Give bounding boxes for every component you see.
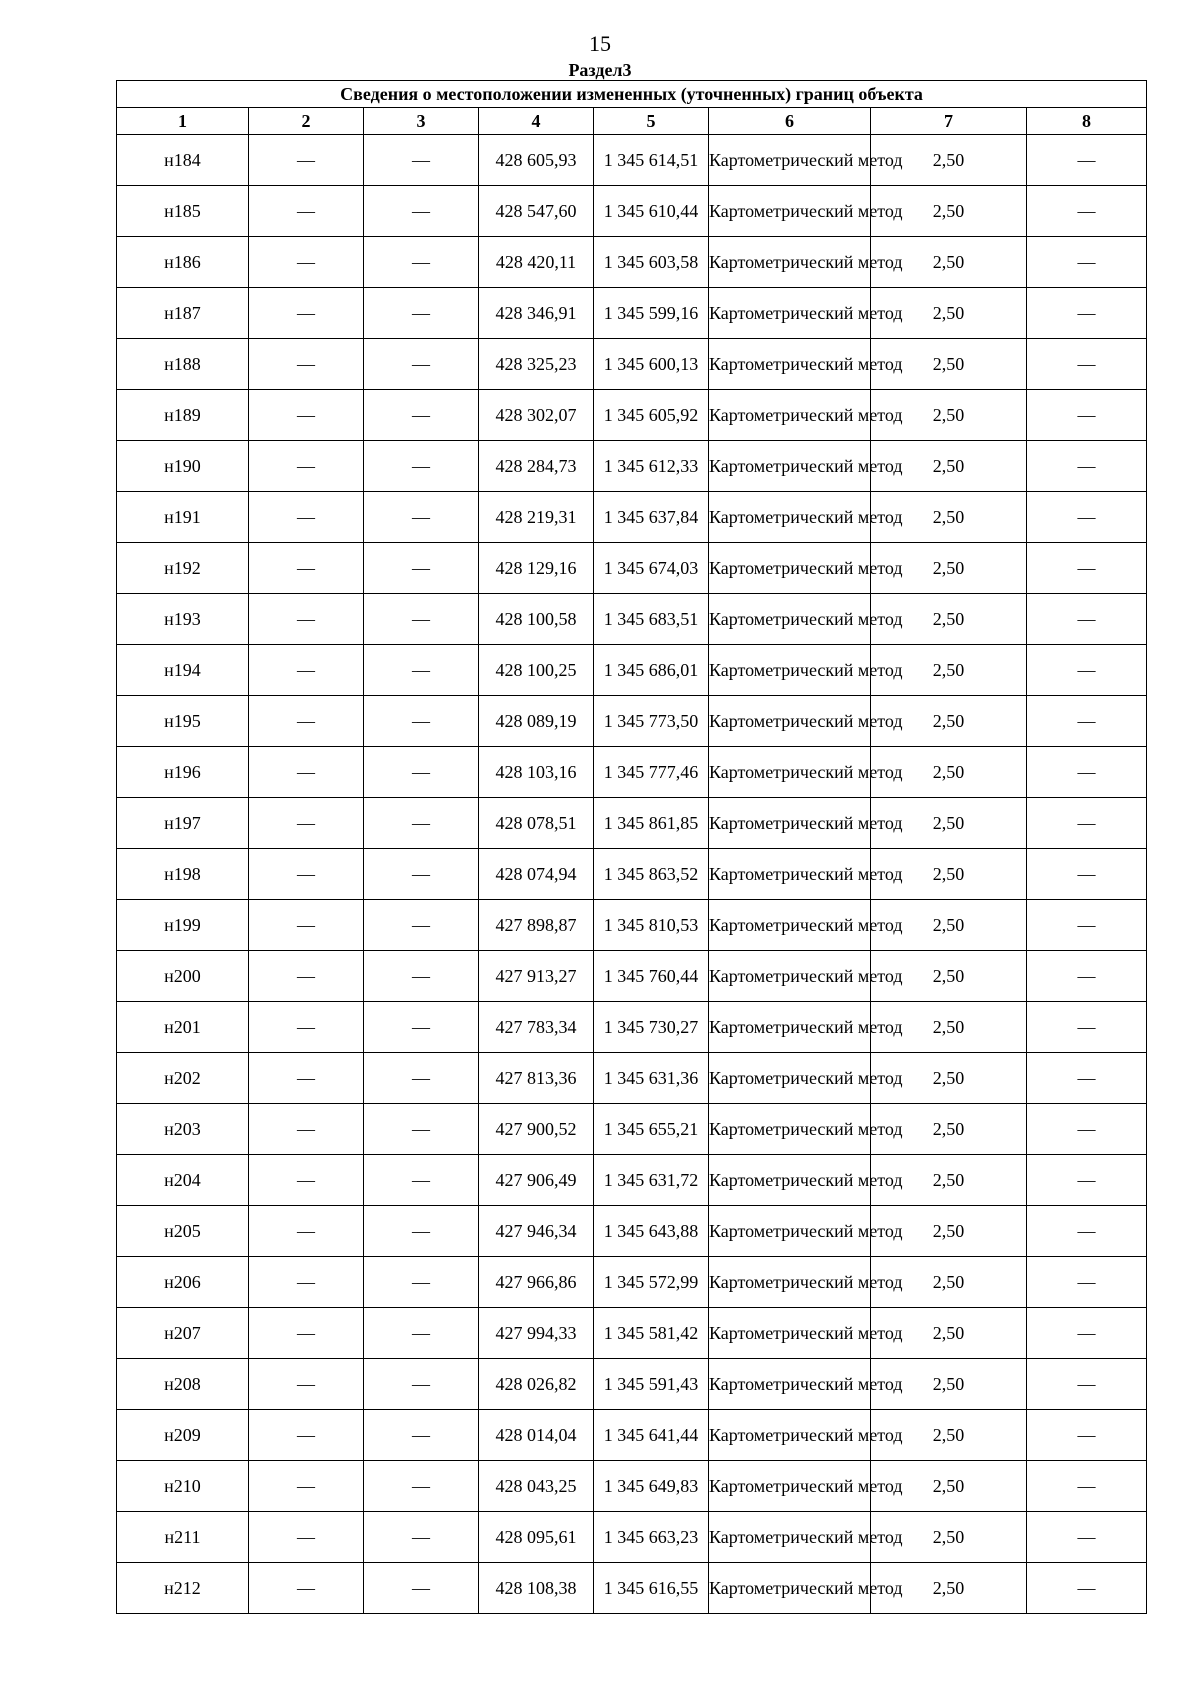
cell-precision: 2,50 (871, 951, 1027, 1002)
cell-col-3: — (364, 186, 479, 237)
cell-col-8: — (1027, 1512, 1147, 1563)
cell-precision: 2,50 (871, 1512, 1027, 1563)
column-header-3: 3 (364, 108, 479, 135)
cell-coord-x: 427 900,52 (479, 1104, 594, 1155)
cell-col-8: — (1027, 1053, 1147, 1104)
cell-point-id: н203 (117, 1104, 249, 1155)
cell-precision: 2,50 (871, 696, 1027, 747)
cell-col-2: — (249, 594, 364, 645)
cell-col-8: — (1027, 951, 1147, 1002)
cell-method: Картометрический метод (709, 1308, 871, 1359)
cell-coord-x: 428 547,60 (479, 186, 594, 237)
cell-col-8: — (1027, 543, 1147, 594)
table-row (117, 798, 1147, 849)
cell-method: Картометрический метод (709, 186, 871, 237)
cell-coord-y: 1 345 683,51 (594, 594, 709, 645)
table-row (117, 135, 1147, 186)
cell-col-8: — (1027, 1257, 1147, 1308)
cell-precision: 2,50 (871, 339, 1027, 390)
boundary-coordinates-table (116, 80, 1147, 1614)
cell-method: Картометрический метод (709, 135, 871, 186)
cell-coord-y: 1 345 631,72 (594, 1155, 709, 1206)
cell-col-2: — (249, 441, 364, 492)
cell-col-8: — (1027, 288, 1147, 339)
cell-point-id: н196 (117, 747, 249, 798)
cell-col-2: — (249, 237, 364, 288)
cell-coord-y: 1 345 616,55 (594, 1563, 709, 1614)
table-row (117, 1257, 1147, 1308)
cell-point-id: н199 (117, 900, 249, 951)
cell-col-8: — (1027, 594, 1147, 645)
cell-point-id: н188 (117, 339, 249, 390)
cell-point-id: н189 (117, 390, 249, 441)
cell-method: Картометрический метод (709, 1359, 871, 1410)
cell-method: Картометрический метод (709, 1512, 871, 1563)
cell-coord-y: 1 345 861,85 (594, 798, 709, 849)
column-header-2: 2 (249, 108, 364, 135)
cell-coord-y: 1 345 612,33 (594, 441, 709, 492)
cell-method: Картометрический метод (709, 1053, 871, 1104)
cell-precision: 2,50 (871, 135, 1027, 186)
cell-col-8: — (1027, 237, 1147, 288)
page-number: 15 (589, 31, 611, 56)
cell-coord-y: 1 345 773,50 (594, 696, 709, 747)
cell-point-id: н201 (117, 1002, 249, 1053)
cell-col-3: — (364, 237, 479, 288)
column-header-1: 1 (117, 108, 249, 135)
cell-precision: 2,50 (871, 492, 1027, 543)
cell-col-3: — (364, 543, 479, 594)
cell-col-3: — (364, 696, 479, 747)
cell-point-id: н198 (117, 849, 249, 900)
cell-coord-x: 427 906,49 (479, 1155, 594, 1206)
table-row (117, 1002, 1147, 1053)
cell-precision: 2,50 (871, 1155, 1027, 1206)
cell-col-2: — (249, 798, 364, 849)
section-title: Раздел3 (568, 60, 632, 80)
cell-precision: 2,50 (871, 798, 1027, 849)
cell-precision: 2,50 (871, 288, 1027, 339)
cell-method: Картометрический метод (709, 492, 871, 543)
cell-col-3: — (364, 1104, 479, 1155)
cell-col-2: — (249, 186, 364, 237)
cell-precision: 2,50 (871, 1461, 1027, 1512)
cell-point-id: н195 (117, 696, 249, 747)
cell-col-2: — (249, 747, 364, 798)
cell-point-id: н186 (117, 237, 249, 288)
cell-method: Картометрический метод (709, 594, 871, 645)
cell-method: Картометрический метод (709, 1461, 871, 1512)
cell-coord-y: 1 345 655,21 (594, 1104, 709, 1155)
cell-col-3: — (364, 900, 479, 951)
column-header-6: 6 (709, 108, 871, 135)
cell-col-3: — (364, 1461, 479, 1512)
cell-coord-x: 427 813,36 (479, 1053, 594, 1104)
cell-method: Картометрический метод (709, 1410, 871, 1461)
cell-precision: 2,50 (871, 1104, 1027, 1155)
cell-method: Картометрический метод (709, 390, 871, 441)
cell-col-3: — (364, 390, 479, 441)
cell-point-id: н209 (117, 1410, 249, 1461)
cell-col-3: — (364, 645, 479, 696)
cell-coord-y: 1 345 631,36 (594, 1053, 709, 1104)
table-row (117, 288, 1147, 339)
cell-method: Картометрический метод (709, 288, 871, 339)
cell-point-id: н208 (117, 1359, 249, 1410)
cell-coord-x: 428 043,25 (479, 1461, 594, 1512)
cell-col-2: — (249, 1410, 364, 1461)
cell-method: Картометрический метод (709, 1155, 871, 1206)
cell-coord-y: 1 345 760,44 (594, 951, 709, 1002)
cell-coord-y: 1 345 591,43 (594, 1359, 709, 1410)
cell-precision: 2,50 (871, 900, 1027, 951)
table-row (117, 1359, 1147, 1410)
cell-col-3: — (364, 747, 479, 798)
cell-method: Картометрический метод (709, 441, 871, 492)
cell-col-8: — (1027, 390, 1147, 441)
cell-coord-y: 1 345 674,03 (594, 543, 709, 594)
cell-coord-x: 428 014,04 (479, 1410, 594, 1461)
cell-col-8: — (1027, 849, 1147, 900)
table-row (117, 492, 1147, 543)
cell-method: Картометрический метод (709, 747, 871, 798)
cell-col-2: — (249, 849, 364, 900)
cell-point-id: н193 (117, 594, 249, 645)
cell-precision: 2,50 (871, 390, 1027, 441)
table-row (117, 1410, 1147, 1461)
cell-coord-x: 428 325,23 (479, 339, 594, 390)
cell-col-2: — (249, 645, 364, 696)
cell-col-3: — (364, 1359, 479, 1410)
cell-precision: 2,50 (871, 1053, 1027, 1104)
cell-coord-x: 428 129,16 (479, 543, 594, 594)
cell-coord-x: 428 346,91 (479, 288, 594, 339)
cell-col-8: — (1027, 1308, 1147, 1359)
cell-coord-y: 1 345 863,52 (594, 849, 709, 900)
table-row (117, 1563, 1147, 1614)
cell-col-8: — (1027, 186, 1147, 237)
cell-col-3: — (364, 1563, 479, 1614)
cell-point-id: н206 (117, 1257, 249, 1308)
table-row (117, 951, 1147, 1002)
cell-coord-x: 427 898,87 (479, 900, 594, 951)
cell-col-2: — (249, 1257, 364, 1308)
column-header-8: 8 (1027, 108, 1147, 135)
cell-method: Картометрический метод (709, 798, 871, 849)
cell-coord-x: 428 103,16 (479, 747, 594, 798)
cell-col-3: — (364, 1410, 479, 1461)
cell-point-id: н202 (117, 1053, 249, 1104)
cell-col-8: — (1027, 441, 1147, 492)
cell-method: Картометрический метод (709, 1563, 871, 1614)
cell-method: Картометрический метод (709, 237, 871, 288)
column-header-4: 4 (479, 108, 594, 135)
table-row (117, 1155, 1147, 1206)
table-row (117, 696, 1147, 747)
table-row (117, 1512, 1147, 1563)
cell-method: Картометрический метод (709, 849, 871, 900)
cell-point-id: н191 (117, 492, 249, 543)
cell-col-2: — (249, 390, 364, 441)
cell-method: Картометрический метод (709, 1104, 871, 1155)
cell-coord-y: 1 345 614,51 (594, 135, 709, 186)
cell-precision: 2,50 (871, 1257, 1027, 1308)
cell-col-8: — (1027, 1461, 1147, 1512)
cell-method: Картометрический метод (709, 543, 871, 594)
cell-coord-y: 1 345 637,84 (594, 492, 709, 543)
table-row (117, 1308, 1147, 1359)
cell-coord-y: 1 345 649,83 (594, 1461, 709, 1512)
cell-col-2: — (249, 900, 364, 951)
column-header-7: 7 (871, 108, 1027, 135)
cell-point-id: н210 (117, 1461, 249, 1512)
cell-col-3: — (364, 135, 479, 186)
cell-col-2: — (249, 1359, 364, 1410)
cell-coord-y: 1 345 777,46 (594, 747, 709, 798)
cell-precision: 2,50 (871, 645, 1027, 696)
cell-col-8: — (1027, 1104, 1147, 1155)
cell-point-id: н194 (117, 645, 249, 696)
cell-col-2: — (249, 339, 364, 390)
cell-point-id: н205 (117, 1206, 249, 1257)
cell-coord-y: 1 345 599,16 (594, 288, 709, 339)
cell-col-3: — (364, 1257, 479, 1308)
cell-col-2: — (249, 135, 364, 186)
cell-coord-y: 1 345 572,99 (594, 1257, 709, 1308)
cell-coord-y: 1 345 603,58 (594, 237, 709, 288)
cell-col-2: — (249, 1053, 364, 1104)
cell-precision: 2,50 (871, 1563, 1027, 1614)
cell-point-id: н190 (117, 441, 249, 492)
cell-col-3: — (364, 1308, 479, 1359)
cell-coord-y: 1 345 600,13 (594, 339, 709, 390)
cell-coord-y: 1 345 610,44 (594, 186, 709, 237)
cell-coord-x: 428 108,38 (479, 1563, 594, 1614)
cell-col-8: — (1027, 339, 1147, 390)
cell-coord-x: 427 913,27 (479, 951, 594, 1002)
table-row (117, 543, 1147, 594)
cell-point-id: н212 (117, 1563, 249, 1614)
cell-point-id: н200 (117, 951, 249, 1002)
cell-col-2: — (249, 1461, 364, 1512)
cell-coord-y: 1 345 641,44 (594, 1410, 709, 1461)
cell-col-2: — (249, 951, 364, 1002)
cell-col-8: — (1027, 696, 1147, 747)
cell-point-id: н211 (117, 1512, 249, 1563)
cell-precision: 2,50 (871, 1308, 1027, 1359)
cell-col-3: — (364, 339, 479, 390)
cell-coord-x: 428 219,31 (479, 492, 594, 543)
table-row (117, 186, 1147, 237)
cell-coord-x: 428 095,61 (479, 1512, 594, 1563)
cell-precision: 2,50 (871, 237, 1027, 288)
cell-col-3: — (364, 1512, 479, 1563)
cell-point-id: н185 (117, 186, 249, 237)
cell-precision: 2,50 (871, 1206, 1027, 1257)
cell-method: Картометрический метод (709, 645, 871, 696)
table-row (117, 339, 1147, 390)
cell-col-8: — (1027, 1002, 1147, 1053)
cell-col-3: — (364, 951, 479, 1002)
cell-col-2: — (249, 1512, 364, 1563)
cell-col-3: — (364, 288, 479, 339)
cell-col-3: — (364, 798, 479, 849)
table-row (117, 1104, 1147, 1155)
table-body (117, 135, 1147, 1614)
cell-col-8: — (1027, 747, 1147, 798)
cell-coord-x: 428 302,07 (479, 390, 594, 441)
cell-coord-y: 1 345 643,88 (594, 1206, 709, 1257)
cell-method: Картометрический метод (709, 1206, 871, 1257)
cell-coord-y: 1 345 605,92 (594, 390, 709, 441)
cell-coord-x: 428 284,73 (479, 441, 594, 492)
cell-col-2: — (249, 1104, 364, 1155)
cell-col-8: — (1027, 1410, 1147, 1461)
cell-coord-x: 428 100,25 (479, 645, 594, 696)
column-header-5: 5 (594, 108, 709, 135)
cell-coord-x: 428 605,93 (479, 135, 594, 186)
cell-coord-x: 427 994,33 (479, 1308, 594, 1359)
table-row (117, 1206, 1147, 1257)
table-row (117, 441, 1147, 492)
cell-coord-y: 1 345 581,42 (594, 1308, 709, 1359)
cell-point-id: н192 (117, 543, 249, 594)
cell-point-id: н204 (117, 1155, 249, 1206)
cell-coord-x: 428 078,51 (479, 798, 594, 849)
cell-col-3: — (364, 849, 479, 900)
cell-method: Картометрический метод (709, 900, 871, 951)
cell-method: Картометрический метод (709, 1002, 871, 1053)
cell-method: Картометрический метод (709, 1257, 871, 1308)
table-row (117, 645, 1147, 696)
table-caption: Сведения о местоположении измененных (уточненных) границ объекта (117, 81, 1147, 108)
cell-precision: 2,50 (871, 849, 1027, 900)
cell-point-id: н187 (117, 288, 249, 339)
cell-col-8: — (1027, 645, 1147, 696)
cell-col-2: — (249, 1206, 364, 1257)
cell-coord-y: 1 345 810,53 (594, 900, 709, 951)
cell-precision: 2,50 (871, 747, 1027, 798)
cell-coord-x: 427 783,34 (479, 1002, 594, 1053)
cell-method: Картометрический метод (709, 339, 871, 390)
cell-precision: 2,50 (871, 1359, 1027, 1410)
cell-col-8: — (1027, 492, 1147, 543)
cell-col-8: — (1027, 798, 1147, 849)
cell-col-3: — (364, 492, 479, 543)
cell-col-2: — (249, 1563, 364, 1614)
cell-coord-x: 428 074,94 (479, 849, 594, 900)
cell-col-8: — (1027, 1359, 1147, 1410)
cell-precision: 2,50 (871, 1002, 1027, 1053)
cell-col-3: — (364, 1053, 479, 1104)
table-row (117, 849, 1147, 900)
cell-precision: 2,50 (871, 1410, 1027, 1461)
cell-point-id: н184 (117, 135, 249, 186)
table-row (117, 390, 1147, 441)
table-row (117, 900, 1147, 951)
table-row (117, 1461, 1147, 1512)
table-row (117, 237, 1147, 288)
cell-coord-x: 428 026,82 (479, 1359, 594, 1410)
cell-col-3: — (364, 441, 479, 492)
cell-precision: 2,50 (871, 543, 1027, 594)
cell-method: Картометрический метод (709, 951, 871, 1002)
cell-precision: 2,50 (871, 441, 1027, 492)
cell-coord-y: 1 345 686,01 (594, 645, 709, 696)
table-row (117, 747, 1147, 798)
cell-col-8: — (1027, 1206, 1147, 1257)
cell-col-8: — (1027, 900, 1147, 951)
cell-coord-x: 428 420,11 (479, 237, 594, 288)
cell-precision: 2,50 (871, 186, 1027, 237)
cell-col-2: — (249, 543, 364, 594)
cell-precision: 2,50 (871, 594, 1027, 645)
cell-point-id: н197 (117, 798, 249, 849)
column-header-row (117, 108, 1147, 135)
cell-coord-y: 1 345 663,23 (594, 1512, 709, 1563)
cell-col-2: — (249, 1002, 364, 1053)
cell-col-2: — (249, 1155, 364, 1206)
cell-col-2: — (249, 492, 364, 543)
cell-coord-x: 428 100,58 (479, 594, 594, 645)
cell-col-3: — (364, 1155, 479, 1206)
table-row (117, 1053, 1147, 1104)
cell-col-2: — (249, 288, 364, 339)
cell-coord-x: 427 966,86 (479, 1257, 594, 1308)
cell-col-2: — (249, 696, 364, 747)
cell-coord-x: 427 946,34 (479, 1206, 594, 1257)
cell-col-8: — (1027, 135, 1147, 186)
cell-col-2: — (249, 1308, 364, 1359)
cell-col-8: — (1027, 1563, 1147, 1614)
cell-point-id: н207 (117, 1308, 249, 1359)
cell-method: Картометрический метод (709, 696, 871, 747)
cell-coord-y: 1 345 730,27 (594, 1002, 709, 1053)
cell-col-3: — (364, 1206, 479, 1257)
table-row (117, 594, 1147, 645)
cell-col-8: — (1027, 1155, 1147, 1206)
cell-col-3: — (364, 594, 479, 645)
cell-col-3: — (364, 1002, 479, 1053)
cell-coord-x: 428 089,19 (479, 696, 594, 747)
